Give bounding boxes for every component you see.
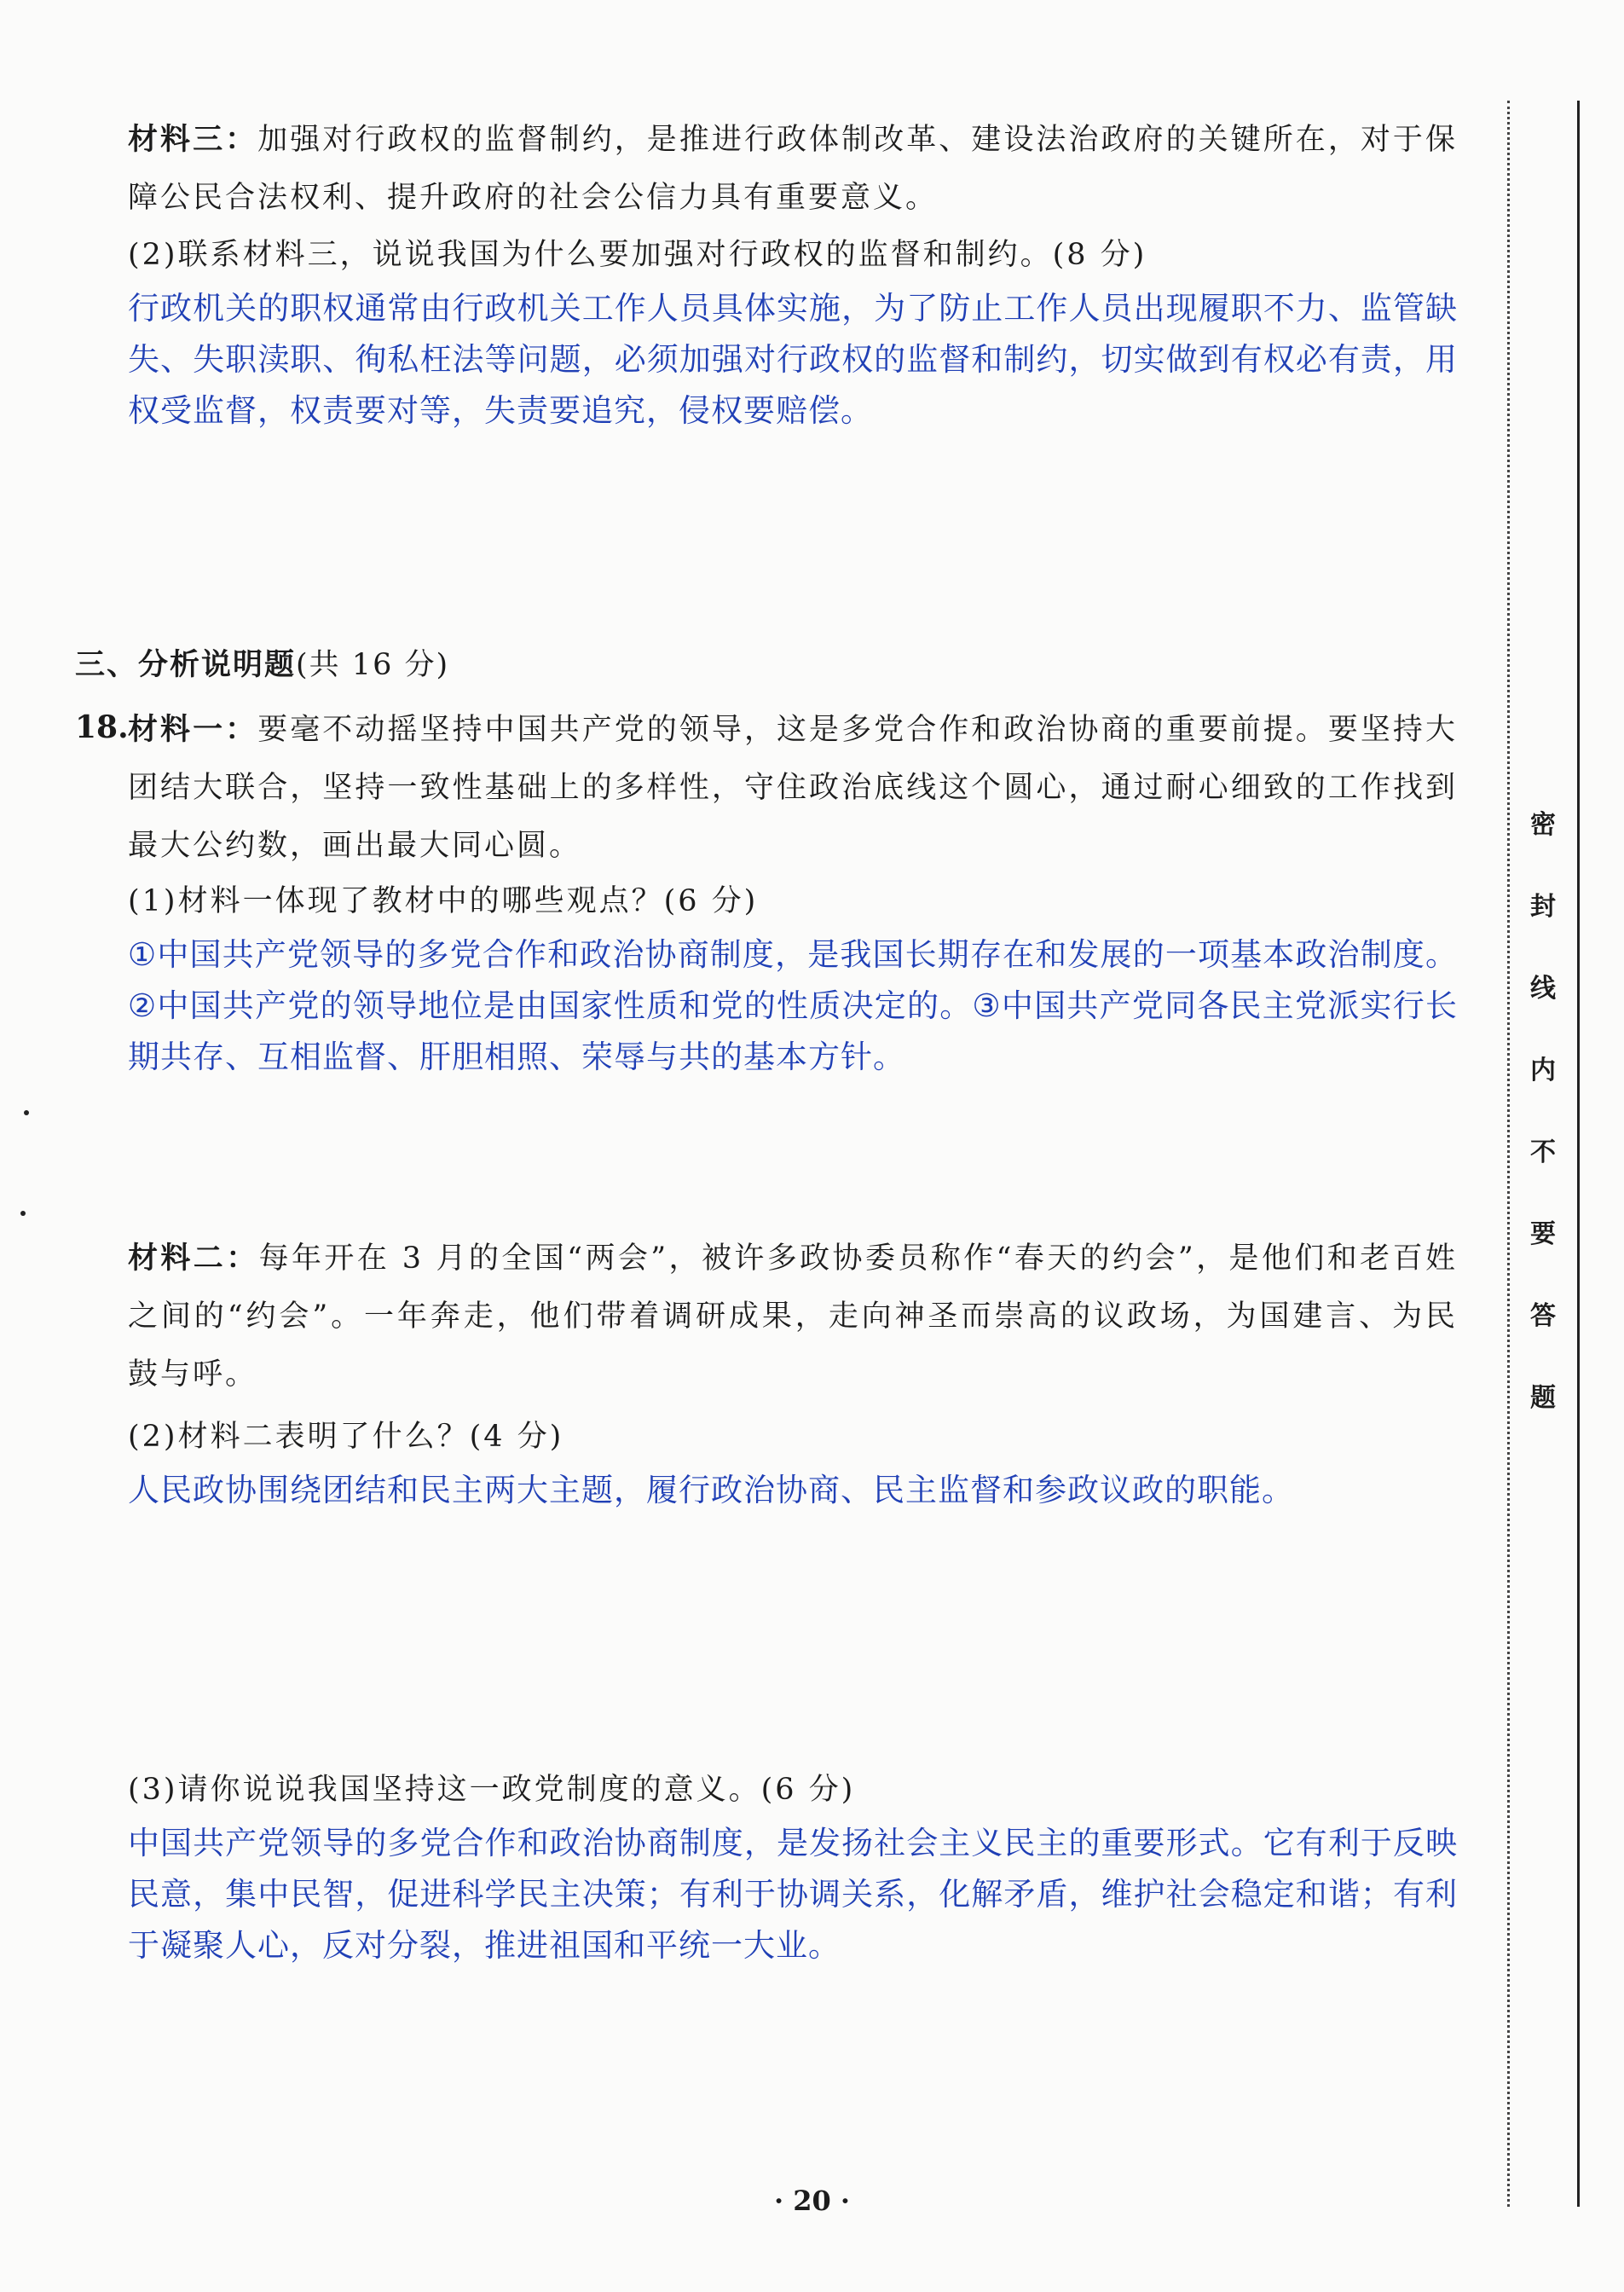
question-17-2-answer: 行政机关的职权通常由行政机关工作人员具体实施，为了防止工作人员出现履职不力、监管缺失、失职渎职、徇私枉法等问题，必须加强对行政权的监督和制约，切实做到有权必有责，用权受监督，权责要对等，失责要追究，侵权要赔偿。 <box>128 290 1458 429</box>
seal-dotted-line <box>1507 101 1510 2207</box>
section-3-points: (共 16 分) <box>296 648 450 682</box>
seal-char: 答 <box>1530 1301 1556 1331</box>
material-2-label: 材料二： <box>128 1241 259 1276</box>
material-2-text: 每年开在 3 月的全国“两会”，被许多政协委员称作“春天的约会”，是他们和老百姓之间的“约会”。一年奔走，他们带着调研成果，走向神圣而崇高的议政场，为国建言、为民鼓与呼。 <box>128 1242 1458 1392</box>
section-3-heading: 三、分析说明题 <box>75 647 297 682</box>
material-1-text: 要毫不动摇坚持中国共产党的领导，这是多党合作和政治协商的重要前提。要坚持大团结大联合，坚持一致性基础上的多样性，守住政治底线这个圆心，通过耐心细致的工作找到最大公约数，画出最大同心圆。 <box>128 713 1458 863</box>
seal-char: 不 <box>1530 1137 1556 1167</box>
seal-solid-line <box>1577 101 1580 2207</box>
page-number: · 20 · <box>773 2185 851 2217</box>
seal-margin-text <box>1517 784 1569 1439</box>
question-17-2 <box>128 227 1458 437</box>
question-18-material-1 <box>128 701 1458 875</box>
question-18-1-prompt: (1)材料一体现了教材中的哪些观点？(6 分) <box>128 884 759 918</box>
question-17-2-prompt: (2)联系材料三，说说我国为什么要加强对行政权的监督和制约。(8 分) <box>128 238 1147 272</box>
seal-char: 封 <box>1530 892 1556 922</box>
margin-dot <box>24 1110 29 1115</box>
margin-dot <box>20 1211 26 1216</box>
question-18-1 <box>128 873 1458 1083</box>
question-18-3 <box>128 1762 1458 1971</box>
material-3 <box>128 111 1458 227</box>
material-3-label: 材料三： <box>128 122 258 157</box>
seal-char: 题 <box>1530 1383 1556 1413</box>
question-18-number: 18. <box>75 709 129 745</box>
section-3-title <box>75 641 449 684</box>
question-18-1-answer: ①中国共产党领导的多党合作和政治协商制度，是我国长期存在和发展的一项基本政治制度。②中国共产党的领导地位是由国家性质和党的性质决定的。③中国共产党同各民主党派实行长期共存、互相监督、肝胆相照、荣辱与共的基本方针。 <box>128 936 1458 1075</box>
question-18-2 <box>128 1409 1458 1516</box>
question-18-3-answer: 中国共产党领导的多党合作和政治协商制度，是发扬社会主义民主的重要形式。它有利于反映民意，集中民智，促进科学民主决策；有利于协调关系，化解矛盾，维护社会稳定和谐；有利于凝聚人心，反对分裂，推进祖国和平统一大业。 <box>128 1825 1458 1964</box>
seal-char: 内 <box>1530 1056 1556 1085</box>
seal-char: 要 <box>1530 1219 1556 1249</box>
question-18-2-answer: 人民政协围绕团结和民主两大主题，履行政治协商、民主监督和参政议政的职能。 <box>128 1472 1294 1508</box>
question-18-material-2 <box>128 1230 1458 1404</box>
seal-char: 线 <box>1530 974 1556 1004</box>
question-18-3-prompt: (3)请你说说我国坚持这一政党制度的意义。(6 分) <box>128 1773 856 1807</box>
seal-char: 密 <box>1530 810 1556 840</box>
question-18-2-prompt: (2)材料二表明了什么？(4 分) <box>128 1420 564 1454</box>
material-1-label: 材料一： <box>128 712 258 747</box>
material-3-text: 加强对行政权的监督制约，是推进行政体制改革、建设法治政府的关键所在，对于保障公民合法权利、提升政府的社会公信力具有重要意义。 <box>128 123 1458 215</box>
